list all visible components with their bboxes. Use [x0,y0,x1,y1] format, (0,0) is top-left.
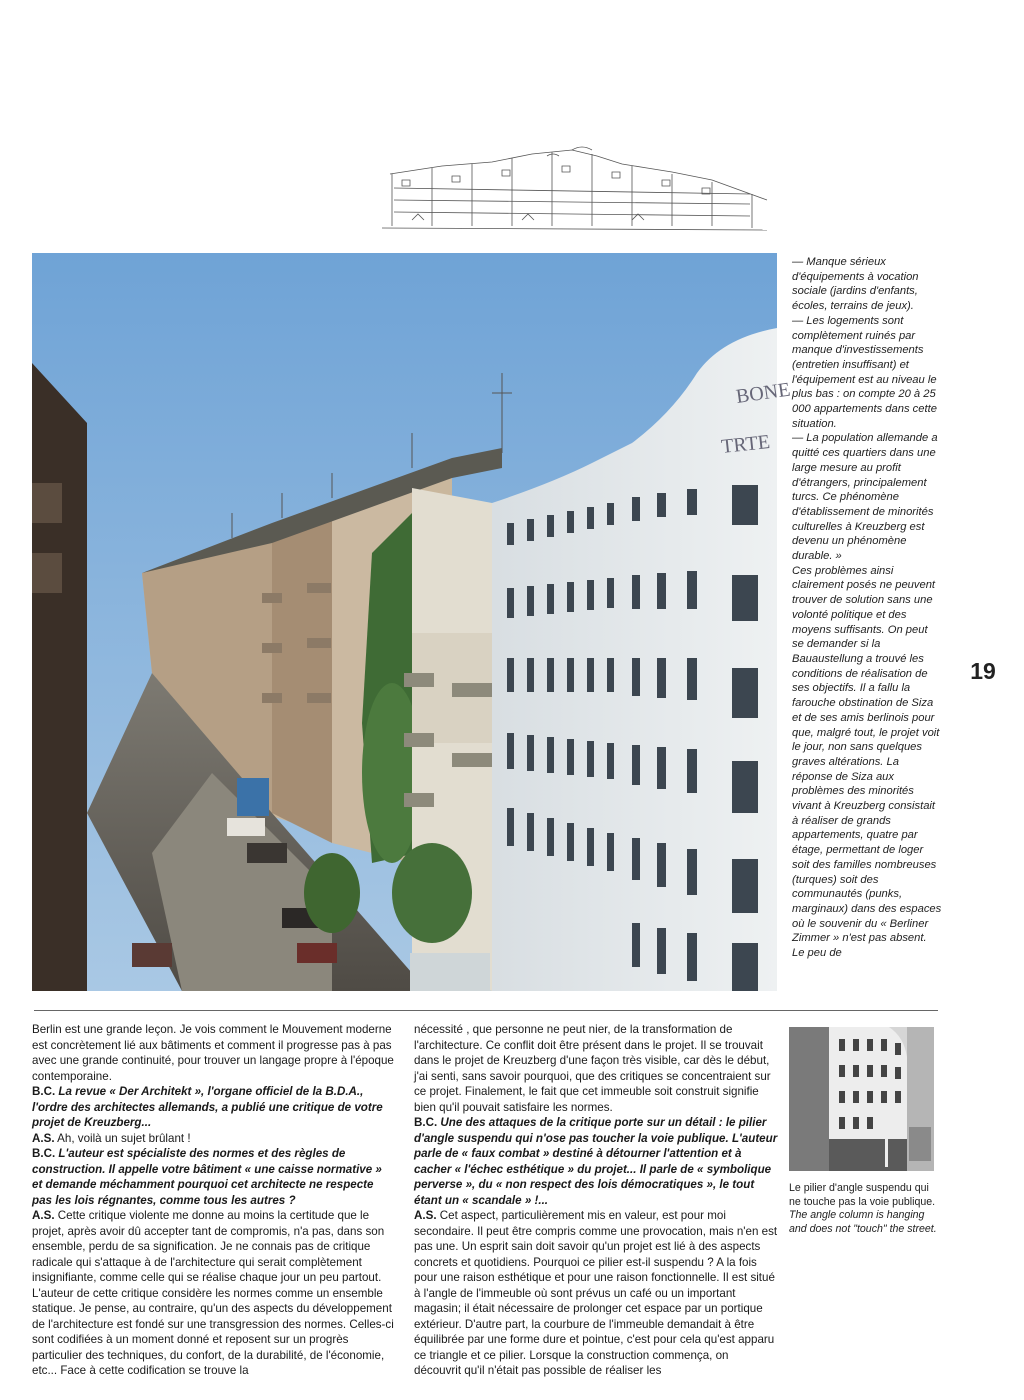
horizontal-rule [34,1010,938,1011]
photo-sign-trte: TRTE [720,430,772,458]
paragraph: nécessité , que personne ne peut nier, de la transformation de l'architecture. Ce conflit doit être présent dans le projet. Il se trouvait dans le projet de Kreuzberg d'une façon très visible, car dès le début, j'ai senti, sans savoir pourquoi, que des critiques se concentraient sur ce projet. Finalement, le fait que cet immeuble soit construit signifie bien qu'il pouvait satisfaire les normes. [414,1023,771,1114]
speaker-label: B.C. [414,1116,438,1129]
answer-text: Ah, voilà un sujet brûlant ! [57,1131,191,1145]
answer-text: Cette critique violente me donne au moins la certitude que le projet, après avoir dû accepter tant de compromis, n'a pas, dans son ensemble, perdu de sa signification. Je ne connais pas de critique radicale qui s'attaque à de l'architecture qui serait complètement insignifiante, comme celle qui se réalise chaque jour un peu partout. L'auteur de cette critique considère les normes comme un ensemble statique. Je pense, au contraire, qu'un des aspects du développement de l'architecture est fondé sur une transgression des normes. Celles-ci sont codifiées à un moment donné et reposent sur un progrès particulier des techniques, du confort, de la durabilité, de l'économie, etc... Face à cette codification se trouve la [32,1209,394,1377]
kreuzberg-street-photo [32,253,792,991]
speaker-label: B.C. [32,1147,56,1160]
building-sketch [372,138,772,238]
speaker-label: A.S. [32,1209,55,1222]
answer [414,1208,778,1379]
side-paragraph: — Les logements sont complètement ruinés par manque d'investissements (entretien insuffisant) et l'équipement est au niveau le plus bas : on compte 20 à 25 000 appartements dans cette situation. [792,314,937,430]
page-number: 19 [970,658,996,684]
side-paragraph: Ces problèmes ainsi clairement posés ne peuvent trouver de solution sans une volonté politique et des moyens suffisants. On peut se demander si la Bauaustellung a trouvé les conditions de réalisation de ses objectifs. Il a fallu la farouche obstination de Siza et de ses amis berlinois pour que, malgré tout, le projet voit le jour, non sans quelques graves altérations. La réponse de Siza aux problèmes des minorités vivant à Kreuzberg consistait à réaliser de grands appartements, quatre par étage, permettant de loger soit des familles nombreuses (turques) soit des communautés (punks, marginaux) dans des espaces où le souvenir du « Berliner Zimmer » n'est pas absent. Le peu de [792,564,942,960]
question-text: La revue « Der Architekt », l'organe officiel de la B.D.A., l'ordre des architectes allemands, a publié une critique de votre projet de Kreuzberg... [32,1085,383,1129]
speaker-label: A.S. [32,1131,55,1145]
answer [32,1131,394,1147]
corner-column-photo [789,1027,934,1171]
photo-sign-bone: BONE [734,378,792,408]
question-text: L'auteur est spécialiste des normes et des règles de construction. Il appelle votre bâtiment « une caisse normative » et demande méchamment pourquoi cet architecte ne respecte pas les lois régnantes, comme tous les autres ? [32,1147,382,1207]
answer-text: Cet aspect, particulièrement mis en valeur, est pour moi secondaire. Il peut être compris comme une provocation, mais n'en est pas une. Un esprit sain doit savoir qu'un projet est lié à des aspects concrets et quotidiens. Pourquoi ce pilier est-il suspendu ? A la fois pour une raison esthétique et pour une raison fonctionnelle. Il est situé à l'angle de l'immeuble où sont prévus un café ou un important magasin; il était nécessaire de prolonger cet espace par un portique extérieur. D'autre part, la courbure de l'immeuble demandait à être équilibrée par une forme dure et pointue, c'est pour cela qu'est apparu ce triangle et ce pilier. Lorsque la construction commença, on découvrit qu'il n'était pas possible de réaliser les [414,1209,778,1377]
answer [32,1208,394,1379]
caption-french: Le pilier d'angle suspendu qui ne touche pas la voie publique. [789,1182,936,1208]
interview-column-2 [414,1022,778,1379]
question-text: Une des attaques de la critique porte sur un détail : le pilier d'angle suspendu qui n'ose pas toucher la voie publique. L'auteur parle de « faux combat » destiné à détourner l'attention et à cacher « l'échec esthétique » du projet... Il parle de « symbolique perverse », du « non respect des lois démocratiques », le tout étant un « scandale » !... [414,1116,778,1207]
side-column-text [792,255,942,961]
question [32,1084,394,1131]
side-paragraph: — La population allemande a quitté ces quartiers dans une large mesure au profit d'étrangers, principalement turcs. Ce phénomène d'établissement de minorités culturelles à Kreuzberg est devenu un phénomène durable. » [792,432,938,563]
paragraph: Berlin est une grande leçon. Je vois comment le Mouvement moderne est concrètement lié aux bâtiments et comment il progresse pas à pas avec une grande continuité, pour trouver un langage propre à l'époque contemporaine. [32,1023,394,1083]
photo-caption [789,1182,939,1236]
question [414,1115,778,1208]
caption-english: The angle column is hanging and does not "touch" the street. [789,1209,937,1235]
interview-column-1 [32,1022,394,1379]
side-paragraph: — Manque sérieux d'équipements à vocation sociale (jardins d'enfants, écoles, terrains de jeux). [792,256,919,313]
speaker-label: B.C. [32,1085,56,1098]
question [32,1146,394,1208]
speaker-label: A.S. [414,1209,437,1222]
